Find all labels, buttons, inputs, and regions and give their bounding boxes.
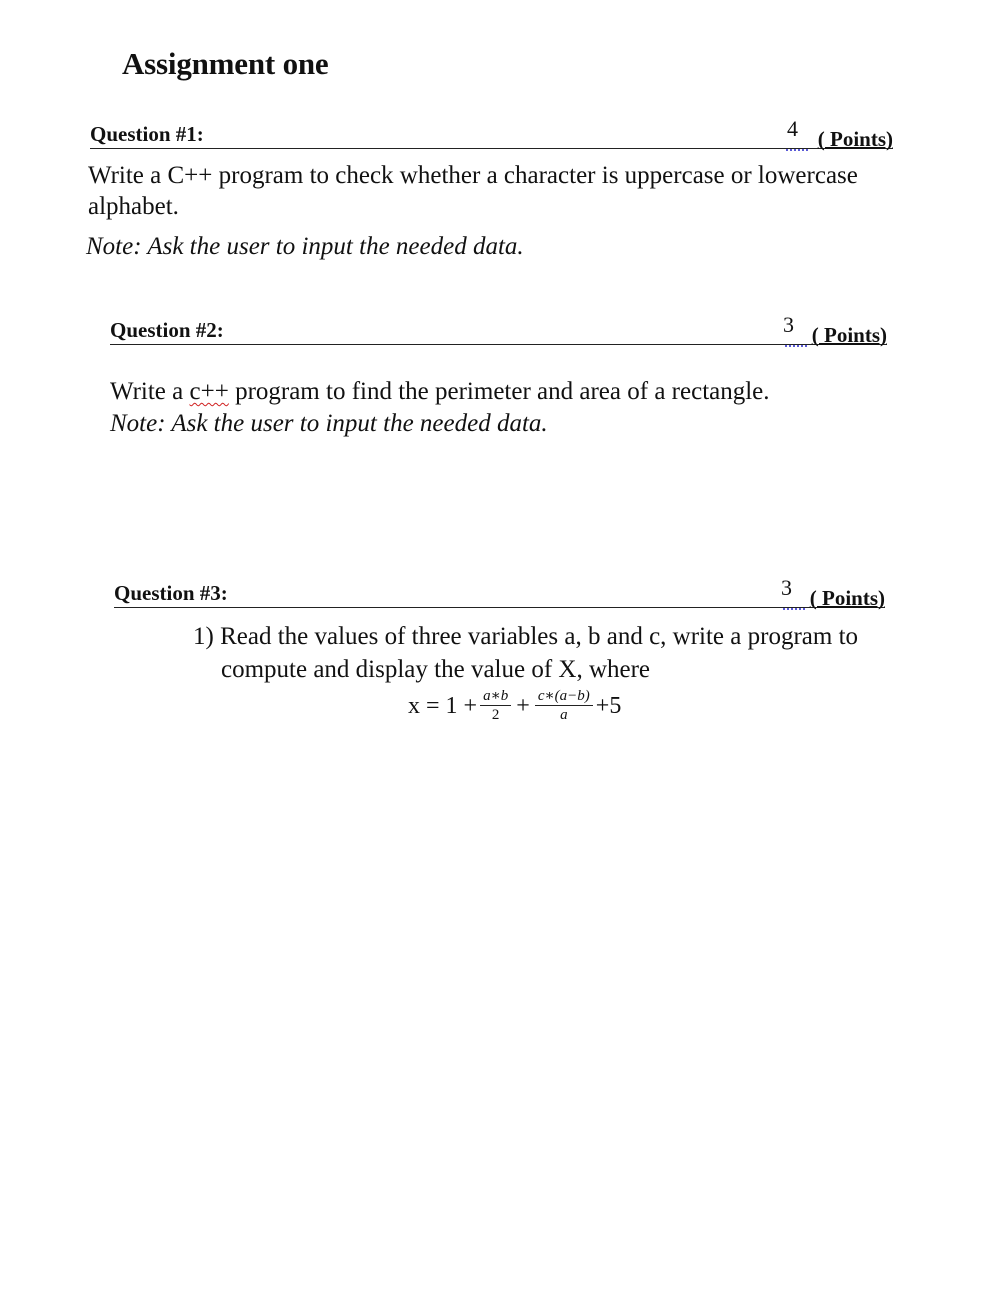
question-2-points-underline	[785, 342, 807, 347]
formula-fraction-2	[535, 688, 593, 725]
question-2-points-label: ( Points)	[811, 323, 887, 347]
question-3-header	[114, 577, 885, 608]
page-title: Assignment one	[122, 46, 329, 81]
question-2-note: Note: Ask the user to input the needed data.	[110, 410, 548, 437]
question-1-points-label: ( Points)	[817, 127, 893, 151]
question-1-points-value: 4	[787, 116, 798, 141]
question-2-text-suffix: program to find the perimeter and area of a rectangle.	[228, 378, 770, 405]
formula	[408, 688, 621, 725]
formula-fraction-2-denominator: a	[560, 707, 568, 723]
formula-fraction-1-numerator: a∗b	[480, 688, 511, 706]
formula-plus: +	[516, 693, 530, 719]
formula-lhs: x = 1 +	[408, 693, 478, 719]
question-2-text-prefix: Write a	[110, 378, 190, 405]
question-1-points-underline	[786, 146, 808, 151]
question-1-text: Write a C++ program to check whether a character is uppercase or lowercase alphabet.	[88, 162, 858, 220]
question-1-note: Note: Ask the user to input the needed data.	[86, 233, 524, 260]
question-2-label: Question #2:	[110, 318, 224, 342]
question-2-misspelled-word: c++	[189, 378, 229, 405]
question-3-points-value: 3	[781, 575, 792, 600]
question-1-header	[90, 118, 893, 149]
question-1-label: Question #1:	[90, 122, 204, 146]
formula-fraction-1-denominator: 2	[491, 707, 500, 723]
question-3-points-underline	[783, 605, 805, 610]
formula-fraction-2-numerator: c∗(a−b)	[535, 688, 593, 706]
formula-tail: +5	[595, 693, 622, 719]
question-3-label: Question #3:	[114, 581, 228, 605]
question-3-item-line1: 1) Read the values of three variables a, b and c, write a program to	[193, 623, 859, 650]
question-2-header	[110, 314, 887, 345]
question-3-item-line2: compute and display the value of X, where	[221, 656, 651, 683]
question-3-points-label: ( Points)	[809, 586, 885, 610]
question-2-text	[110, 376, 910, 407]
question-2-points-value: 3	[783, 312, 794, 337]
formula-fraction-1	[480, 688, 511, 725]
